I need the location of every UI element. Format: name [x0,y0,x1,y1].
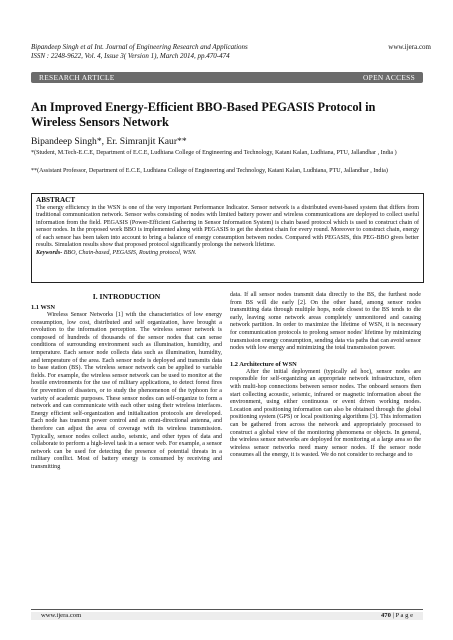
intro-paragraph: Wireless Sensor Networks [1] with the characteristics of low energy consumption, low cost, distributed and self organization, have brought a revolution to the information perception. The wireless sensor network is composed of hundreds of thousands of the sensor nodes that can sense conditions of surrounding environment such as illumination, humidity, and temperature. Each sensor node collects data such as illumination, humidity, and temperature of the area. Each sensor node is deployed and transmits data to base station (BS). The wireless sensor network can be applied to variable fields. For example, the wireless sensor network can be used to monitor at the hostile environments for the use of military applications, to detect forest fires for prevention of disasters, or to study the phenomenon of the typhoon for a variety of academic purposes. These sensor nodes can self-organize to form a network and can communicate with each other using their wireless interfaces. Energy efficient self-organization and initialization protocols are developed. Each node has transmit power control and an omni-directional antenna, and therefore can adjust the area of coverage with its wireless transmission. Typically, sensor nodes collect audio, seismic, and other types of data and collaborate to perform a high-level task in a sensor web. For example, a sensor network can be used for detecting the presence of potential threats in a military conflict. Most of battery energy is consumed by receiving and transmitting [31,312,222,470]
article-type-band [31,72,423,83]
section-heading-introduction: I. INTRODUCTION [92,292,161,301]
intro-paragraph-continued: data. If all sensor nodes transmit data directly to the BS, the furthest node from BS will die early [2]. On the other hand, among sensor nodes transmitting data through multiple hops, node closest to the BS tends to die early, leaving some network areas completely unmonitored and causing network partition. In order to maximize the lifetime of WSN, it is necessary for communication protocols to prolong sensor nodes' lifetime by minimizing transmission energy consumption, sending data via paths that can avoid sensor nodes with low energy and minimizing the total transmission power. [230,292,421,352]
abstract-heading: ABSTRACT [36,196,76,204]
page-footer [31,612,423,620]
abstract-text: The energy efficiency in the WSN is one of the very important Performance Indicator. Sensor network is a distributed event-based system that differs from traditional communication network. Sensor webs consisting of nodes with limited battery power and wireless communications are deployed to collect useful information from the field. PEGASIS (Power-Efficient Gathering in Sensor Information System) is chain based protocol which is used to construct chain of sensor nodes. In the proposed work BBO is implemented along with PEGASIS to get the shortest chain for every round. Moreover to construct chain, energy of each sensor has been taken into account to bring a balance of energy consumption between nodes. Compared with PEGASIS, this PEG-BBO gives better results. Simulation results show that proposed protocol significantly prolongs the network lifetime. [36,205,419,249]
issn-line: ISSN : 2248-9622, Vol. 4, Issue 3( Version 1), March 2014, pp.470-474 [31,52,230,60]
affiliation-2: **(Assistant Professor, Department of E.C.E, Ludhiana College of Engineering and Technology, Katani Kalan, Ludhiana, PTU, Jallandhar , India) [31,168,388,174]
paper-title: An Improved Energy-Efficient BBO-Based PEGASIS Protocol in Wireless Sensors Network [31,100,376,129]
page-number: 470 [380,612,391,619]
open-access-label: OPEN ACCESS [363,73,415,82]
affiliation-1: *(Student, M.Tech-E.C.E, Department of E.C.E, Ludhiana College of Engineering and Technology, Katani Kalan, Ludhiana, PTU, Jallandhar , India ) [31,150,397,156]
author-list: Bipandeep Singh*, Er. Simranjit Kaur** [31,136,187,147]
header-url[interactable]: www.ijera.com [388,43,431,51]
right-column [230,292,421,460]
subsection-heading-wsn: 1.1 WSN [31,304,56,311]
keywords-list: BBO, Chain-based, PEGASIS, Routing protocol, WSN. [62,249,197,256]
abstract-box [31,193,424,283]
research-article-label: RESEARCH ARTICLE [39,73,115,82]
keywords-label: Keywords- [36,249,63,256]
page-label: | P a g e [390,612,413,619]
running-header [31,43,431,61]
subsection-heading-architecture: 1.2 Architecture of WSN [230,360,297,368]
keywords-line [36,250,419,258]
journal-line: Bipandeep Singh et al Int. Journal of Engineering Research and Applications [31,43,248,51]
left-column [31,292,222,471]
footer-rule [31,609,423,610]
footer-url[interactable]: www.ijera.com [41,612,82,619]
architecture-paragraph: After the initial deployment (typically ad hoc), sensor nodes are responsible for self-organizing an appropriate network infrastructure, often with multi-hop connections between sensor nodes. The onboard sensors then start collecting acoustic, seismic, infrared or magnetic information about the environment, using either continuous or event driven working modes. Location and positioning information can also be obtained through the global positioning system (GPS) or local positioning algorithms [3]. This information can be gathered from across the network and appropriately processed to construct a global view of the monitoring phenomena or objects. In general, the wireless sensor networks are deployed for monitoring at a large area so the wireless sensor networks need many sensor nodes. If the sensor node consumes all the energy, it is wasted. We do not consider to recharge and to [230,368,421,459]
page-number-label [381,612,413,620]
